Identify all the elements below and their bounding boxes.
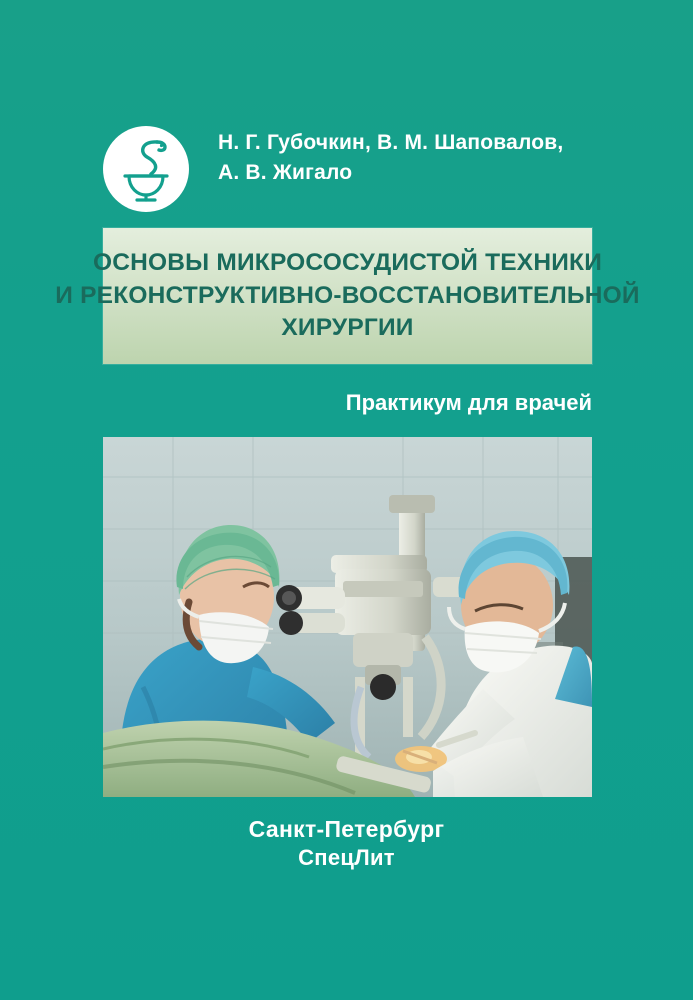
surgery-photo bbox=[103, 437, 592, 797]
cover-footer bbox=[0, 815, 693, 871]
title-panel bbox=[55, 228, 640, 364]
city-label: Санкт-Петербург bbox=[248, 816, 445, 842]
book-title bbox=[45, 247, 649, 345]
cover-header bbox=[0, 120, 693, 220]
book-subtitle: Практикум для врачей bbox=[345, 390, 592, 415]
author-line-1: Н. Г. Губочкин, В. М. Шаповалов, bbox=[218, 131, 564, 154]
publisher-label: СпецЛит bbox=[298, 844, 395, 870]
authors-block bbox=[218, 128, 658, 189]
bowl-of-hygieia-icon bbox=[103, 126, 189, 212]
author-line-2: А. В. Жигало bbox=[218, 161, 353, 185]
title-line-1: ОСНОВЫ МИКРОСОСУДИСТОЙ ТЕХНИКИ bbox=[92, 249, 603, 277]
title-line-2: И РЕКОНСТРУКТИВНО-ВОССТАНОВИТЕЛЬНОЙ bbox=[55, 281, 640, 309]
title-line-3: ХИРУРГИИ bbox=[281, 314, 414, 342]
